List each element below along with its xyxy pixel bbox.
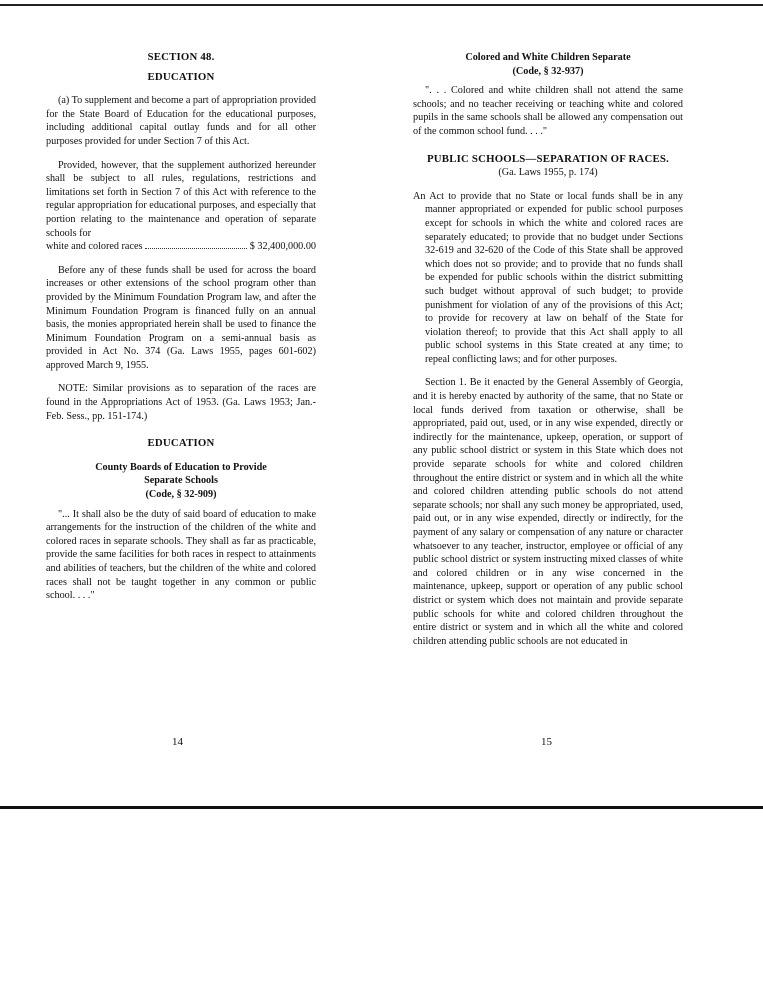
county-quote: "... It shall also be the duty of said board of education to make arrangements for the instruction of the children of the white and colored races in separate schools. They shall as far as practicable, provide the same facilities for both races in respect to attainments and abilities of teachers, but the children of the white and colored races shall not be taught together in any common or public school. . . ." [46, 508, 316, 602]
budget-amount: $ 32,400,000.00 [249, 241, 316, 253]
note-paragraph: NOTE: Similar provisions as to separation of the races are found in the Appropriations Act of 1953. (Ga. Laws 1953; Jan.-Feb. Sess., pp. 151-174.) [46, 383, 316, 422]
bottom-border-rule [0, 806, 763, 809]
act-title-paragraph: An Act to provide that no State or local funds shall be in any manner appropriated or expended for public school purposes except for schools in which the white and colored races are separately educated; to provide that no budget under Sections 32-619 and 32-620 of the Code of this State shall be approved which does not so provide; and to provide that no funds shall be expended for public schools within the district submitting such budget without approval of such budget; to provide punishment for violation of any of the provisions of this Act; to provide for recovery at law on behalf of the State for violation thereof; to provide that this Act shall apply to all public school systems in this State created at any time; to repeal conflicting laws; and for other purposes. [413, 190, 683, 365]
colored-white-quote: ". . . Colored and white children shall not attend the same schools; and no teacher receiving or teaching white and colored pupils in the same schools shall be allowed any compensation out of the common school fund. . . ." [413, 85, 683, 137]
top-border-rule [0, 4, 763, 6]
budget-line [46, 240, 316, 254]
leader-dots [145, 248, 246, 249]
paragraph-before: Before any of these funds shall be used for across the board increases or other extensions of the school program other than provided by the Minimum Foundation Program law, and after the Minimum Foundation Program is financed fully on an annual basis, the monies appropriated herein shall be used to finance the Minimum Foundation Program on a semi-annual basis as provided in Act No. 374 (Ga. Laws 1955, pages 601-602) approved March 9, 1955. [46, 264, 316, 371]
section-subtitle: EDUCATION [147, 70, 215, 83]
page-number-left: 14 [172, 736, 183, 748]
education-heading: EDUCATION [147, 437, 215, 450]
paragraph-a: (a) To supplement and become a part of appropriation provided for the State Board of Education for the educational purposes, including additional capital outlay funds and for all other purposes provided for under Section 7 of this Act. [46, 95, 316, 147]
colored-white-code: (Code, § 32-937) [512, 65, 584, 77]
county-heading-line-2: Separate Schools [144, 475, 218, 487]
right-page-column [413, 51, 683, 648]
section-1-paragraph: Section 1. Be it enacted by the General Assembly of Georgia, and it is hereby enacted by authority of the same, that no State or local funds derived from taxation or otherwise, shall be appropriated, paid out, used, or in any wise expended, directly or indirectly for the maintenance, upkeep, operation, or support of any public school district or system in this State which does not provide separate schools for white and colored children throughout the entire district or system and in which all the white and colored children attending public schools do not attend separate schools; nor shall any such money be appropriated, used, paid out, or in any wise expended, directly or indirectly, for the payment of any salary or compensation of any nature or character whatsoever to any teacher, instructor, employee or official of any public school district or system instructing mixed classes of white and colored children or in any wise concerned in the maintenance, upkeep, support or operation of any public school district or system which does not maintain and provide separate public schools for white and colored children throughout the entire district or system and in which all the white and colored children attending public schools are not educated in [413, 377, 683, 647]
colored-white-heading: Colored and White Children Separate [465, 52, 631, 63]
left-page-column [46, 51, 316, 603]
county-heading-line-1: County Boards of Education to Provide [95, 461, 267, 473]
paragraph-provided: Provided, however, that the supplement authorized hereunder shall be subject to all rules, regulations, restrictions and limitations set forth in Section 7 of this Act with reference to the regular appropriation for educational purposes, and especially that portion relating to the maintenance and operation of separate schools for [46, 159, 316, 239]
county-code: (Code, § 32-909) [145, 489, 217, 501]
public-schools-heading: PUBLIC SCHOOLS—SEPARATION OF RACES. [427, 152, 669, 165]
page-number-right: 15 [541, 736, 552, 748]
budget-line-text: white and colored races [46, 241, 143, 253]
section-title: SECTION 48. [147, 51, 215, 63]
public-schools-citation: (Ga. Laws 1955, p. 174) [498, 167, 598, 179]
